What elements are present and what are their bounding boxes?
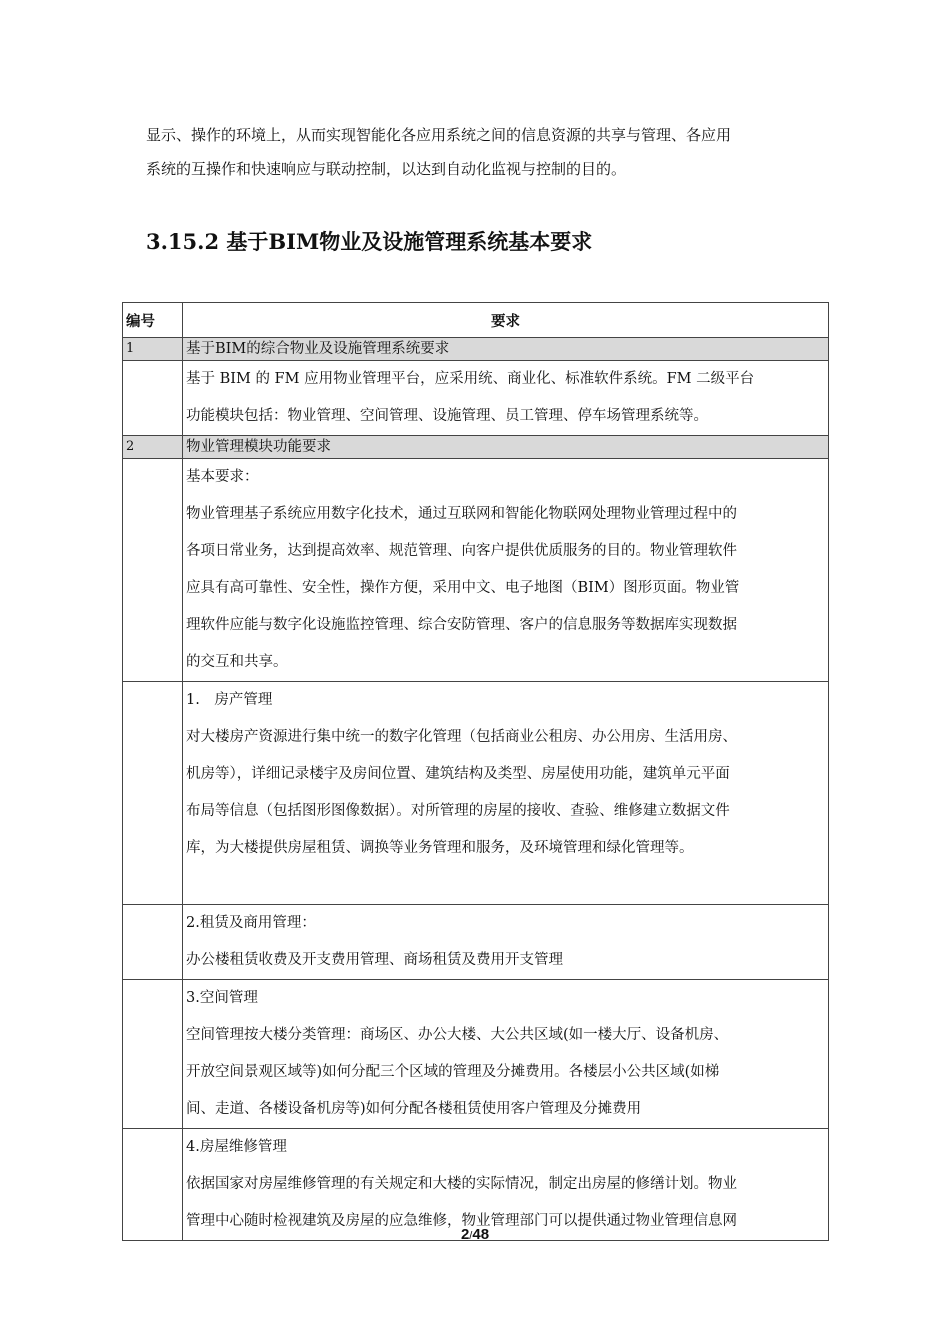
page-total: 48 [472,1226,490,1243]
table-header-row [123,303,829,338]
requirement-line: 管理中心随时检视建筑及房屋的应急维修，物业管理部门可以提供通过物业管理信息网 [186,1213,737,1229]
number-cell [123,361,183,436]
page-separator: / [469,1230,473,1242]
content-row [123,361,829,436]
section-number: 2 [123,436,183,459]
requirement-line: 理软件应能与数字化设施监控管理、综合安防管理、客户的信息服务等数据库实现数据 [186,617,737,633]
requirement-line: 基本要求： [186,469,259,485]
requirement-line: 应具有高可靠性、安全性，操作方便，采用中文、电子地图（BIM）图形页面。物业管 [186,580,740,596]
section-heading: 3.15.2 基于BIM物业及设施管理系统基本要求 [146,229,593,254]
content-row [123,459,829,682]
section-row [123,436,829,459]
number-cell [123,682,183,905]
table-body [123,338,829,1241]
intro-line: 系统的互操作和快速响应与联动控制，以达到自动化监视与控制的目的。 [146,160,627,178]
number-cell [123,459,183,682]
requirement-line: 基于 BIM 的 FM 应用物业管理平台，应采用统、商业化、标准软件系统。FM 二级平台 [186,371,755,387]
requirement-line: 功能模块包括：物业管理、空间管理、设施管理、员工管理、停车场管理系统等。 [186,408,708,424]
number-cell [123,1129,183,1241]
requirement-line: 各项日常业务，达到提高效率、规范管理、向客户提供优质服务的目的。物业管理软件 [186,543,737,559]
requirement-cell [183,980,829,1129]
requirement-line: 布局等信息（包括图形图像数据）。对所管理的房屋的接收、查验、维修建立数据文件 [186,803,730,819]
requirement-line: 依据国家对房屋维修管理的有关规定和大楼的实际情况，制定出房屋的修缮计划。物业 [186,1176,737,1192]
column-header-requirement: 要求 [183,303,829,338]
requirement-line: 开放空间景观区域等)如何分配三个区域的管理及分摊费用。各楼层小公共区域(如梯 [186,1064,720,1080]
requirement-line: 物业管理基子系统应用数字化技术，通过互联网和智能化物联网处理物业管理过程中的 [186,506,737,522]
number-cell [123,980,183,1129]
column-header-number: 编号 [123,303,183,338]
content-row [123,905,829,980]
requirement-cell [183,1129,829,1241]
requirement-line: 的交互和共享。 [186,654,288,670]
requirement-line: 办公楼租赁收费及开支费用管理、商场租赁及费用开支管理 [186,952,563,968]
content-row [123,1129,829,1241]
intro-paragraph [146,118,826,186]
requirement-line: 空间管理按大楼分类管理：商场区、办公大楼、大公共区域(如一楼大厅、设备机房、 [186,1027,729,1043]
requirements-table [122,302,829,1241]
requirement-cell [183,905,829,980]
requirement-line: 2.租赁及商用管理： [186,915,316,931]
requirement-line: 1. 房产管理 [186,692,273,708]
section-number: 1 [123,338,183,361]
content-row [123,682,829,905]
requirement-cell [183,682,829,905]
page-number [0,1226,950,1243]
requirement-line: 对大楼房产资源进行集中统一的数字化管理（包括商业公租房、办公用房、生活用房、 [186,729,737,745]
requirement-line: 4.房屋维修管理 [186,1139,287,1155]
requirement-line: 机房等），详细记录楼宇及房间位置、建筑结构及类型、房屋使用功能，建筑单元平面 [186,766,730,782]
intro-line: 显示、操作的环境上，从而实现智能化各应用系统之间的信息资源的共享与管理、各应用 [146,126,732,144]
content-row [123,980,829,1129]
section-row [123,338,829,361]
number-cell [123,905,183,980]
section-title: 基于BIM的综合物业及设施管理系统要求 [183,338,829,361]
page-current: 2 [460,1226,470,1243]
requirement-line: 间、走道、各楼设备机房等)如何分配各楼租赁使用客户管理及分摊费用 [186,1101,642,1117]
requirement-cell [183,361,829,436]
section-title: 物业管理模块功能要求 [183,436,829,459]
requirement-cell [183,459,829,682]
requirement-line: 3.空间管理 [186,990,258,1006]
requirement-line [186,867,825,904]
requirement-line: 库，为大楼提供房屋租赁、调换等业务管理和服务，及环境管理和绿化管理等。 [186,840,694,856]
